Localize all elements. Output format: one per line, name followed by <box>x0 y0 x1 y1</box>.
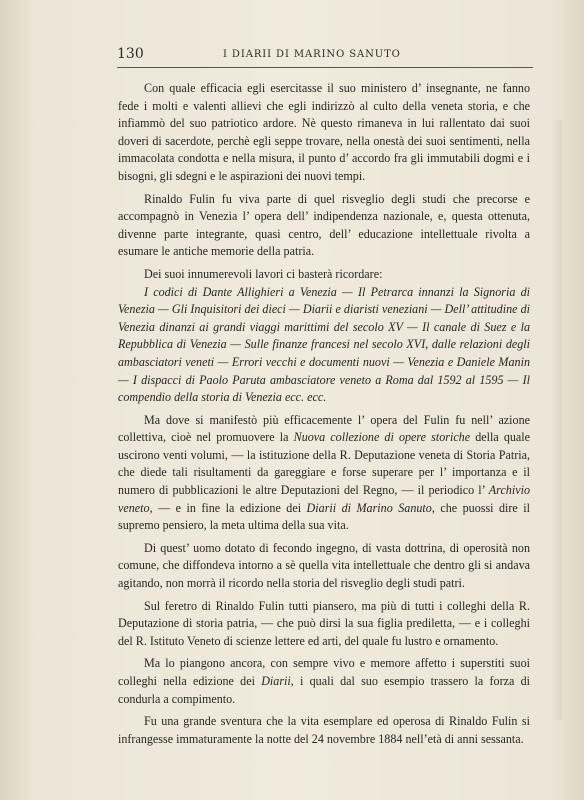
page-number: 130 <box>117 46 144 62</box>
running-head: I DIARII DI MARINO SANUTO <box>223 49 401 60</box>
title-nuova-collezione: Nuova collezione di opere storiche <box>293 430 471 445</box>
header-rule <box>117 67 533 68</box>
paragraph-death: Fu una grande sventura che la vita esemplare ed operosa di Rinaldo Fulin si infrangesse immaturamente la notte del 24 novembre 1884 nell’età di anni sessanta. <box>118 714 530 746</box>
works-list: I codici di Dante Allighieri a Venezia — Il Petrarca innanzi la Signoria di Venezia — Gli Inquisitori dei dieci — Diarii e diaristi veneziani — Dell’ attitudine di Venezia dinanzi ai grandi viaggi marittimi del secolo XV — Il canale di Suez e la Repubblica di Venezia — Sulle finanze francesi nel secolo XVI, dalle relazioni degli ambasciatori veneti — Errori vecchi e documenti nuovi — Venezia e Daniele Manin — I dispacci di Paolo Paruta ambasciatore veneto a Roma dal 1592 al 1595 — Il compendio della storia di Venezia ecc. ecc. <box>118 284 530 405</box>
text-run: Ma dove si manifestò più efficacemente l’ opera del Fulin fu nell’ azione collettiva, cioè nel promuovere la <box>118 412 530 445</box>
page-edge-shadow <box>552 120 562 720</box>
paragraph-collective-action <box>118 412 530 535</box>
text-run: Ma lo piangono ancora, con sempre vivo e memore affetto i superstiti suoi colleghi nella edizione dei <box>118 656 530 688</box>
paragraph-awakening: Rinaldo Fulin fu viva parte di quel risveglio degli studi che precorse e accompagnò in Venezia l’ opera dell’ indipendenza nazionale, e, questa ottenuta, divenne parte integrante, quasi centro, dell’ educazione intellettuale rivolta a esumare le antiche memorie della patria. <box>118 191 530 259</box>
title-diarii-sanuto: Diarii di Marino Sanuto <box>306 500 432 515</box>
paragraph-colleagues <box>118 655 530 708</box>
title-archivio-veneto: Archivio veneto <box>118 483 530 515</box>
body-text <box>118 80 530 753</box>
text-run: , i quali dal suo esempio trassero la forza di condurla a compimento. <box>118 674 530 706</box>
page-header <box>117 46 533 66</box>
paragraph-works-intro: Dei suoi innumerevoli lavori ci basterà ricordare: <box>144 266 383 281</box>
text-run: della quale uscirono venti volumi, — la istituzione della R. Deputazione veneta di Storia Patria, che diede tali risultamenti da gareggiare e forse superare per l’ importanza e il numero di pubblicazioni le altre Deputazioni del Regno, — il periodico l’ <box>118 430 531 498</box>
text-run: , che puossi dire il supremo pensiero, la meta ultima della sua vita. <box>118 500 530 533</box>
paragraph-teaching: Con quale efficacia egli esercitasse il suo ministero d’ insegnante, ne fanno fede i molti e valenti allievi che egli indirizzò al culto della veneta storia, e che infiammò del suo patriotico ardore. Nè questo rimaneva in lui rallentato dai suoi doveri di sacerdote, perchè egli seppe trovare, nella onestà dei suoi sentimenti, nella immacolata condotta e nella misura, il punto d’ accordo fra gli immutabili dogmi e i bisogni, gli sdegni e le aspirazioni dei nuovi tempi. <box>118 81 530 183</box>
paragraph-memory: Di quest’ uomo dotato di fecondo ingegno, di vasta dottrina, di operosità non comune, che diffondeva intorno a sè quella vita intellettuale che dentro gli si andava agitando, non morrà il ricordo nella storia del risveglio degli studi patri. <box>118 540 530 591</box>
paragraph-funeral: Sul feretro di Rinaldo Fulin tutti piansero, ma più di tutti i colleghi della R. Deputazione di storia patria, — che può dirsi la sua figlia prediletta, — e i colleghi del R. Istituto Veneto di scienze lettere ed arti, del quale fu lustro e ornamento. <box>118 598 530 648</box>
title-diarii: Diarii <box>261 674 291 688</box>
text-run: , — e in fine la edizione dei <box>149 500 307 515</box>
